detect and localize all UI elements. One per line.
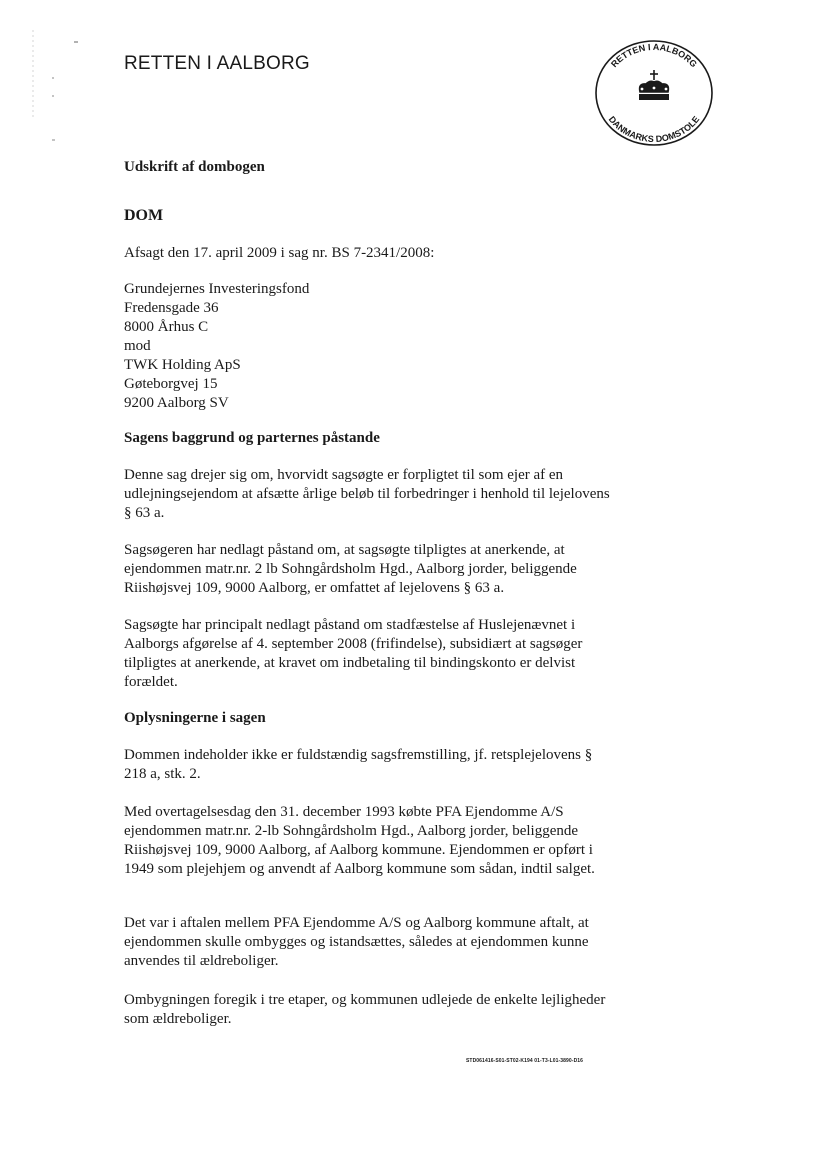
paragraph: Det var i aftalen mellem PFA Ejendomme A/S og Aalborg kommune aftalt, at ejendommen skulle ombygges og istandsættes, således at ejendommen kunne anvendes til ældreboliger. bbox=[124, 915, 589, 969]
court-name: RETTEN I AALBORG bbox=[124, 53, 310, 74]
party-line: Gøteborgvej 15 bbox=[124, 376, 218, 392]
paragraph: Dommen indeholder ikke er fuldstændig sagsfremstilling, jf. retsplejelovens § 218 a, stk. 2. bbox=[124, 747, 593, 782]
paragraph: Sagsøgte har principalt nedlagt påstand om stadfæstelse af Huslejenævnet i Aalborgs afgørelse af 4. september 2008 (frifindelse), subsidiært at sagsøger tilpligtes at anerkende, at kravet om indbetaling til bindingskonto er delvist forældet. bbox=[124, 617, 583, 690]
document-title: Udskrift af dombogen bbox=[124, 159, 265, 175]
party-line: Fredensgade 36 bbox=[124, 300, 219, 316]
scan-marks bbox=[28, 30, 88, 160]
paragraph: Sagsøgeren har nedlagt påstand om, at sagsøgte tilpligtes at anerkende, at ejendommen matr.nr. 2 lb Sohngårdsholm Hgd., Aalborg jorder, beliggende Riishøjsvej 109, 9000 Aalborg, er omfattet af lejelovens § 63 a. bbox=[124, 542, 577, 596]
parties-block bbox=[124, 280, 614, 413]
party-line: mod bbox=[124, 338, 151, 354]
party-line: Grundejernes Investeringsfond bbox=[124, 281, 310, 297]
seal-bottom-text: DANMARKS DOMSTOLE bbox=[606, 114, 702, 145]
section-heading: Oplysningerne i sagen bbox=[124, 710, 266, 726]
paragraph: Med overtagelsesdag den 31. december 1993 købte PFA Ejendomme A/S ejendommen matr.nr. 2-lb Sohngårdsholm Hgd., Aalborg jorder, beliggende Riishøjsvej 109, 9000 Aalborg, af Aalborg kommune. Ejendommen er opført i 1949 som plejehjem og anvendt af Aalborg kommune som sådan, indtil salget. bbox=[124, 804, 595, 877]
paragraph: Ombygningen foregik i tre etaper, og kommunen udlejede de enkelte lejligheder som ældreboliger. bbox=[124, 992, 606, 1027]
crown-icon bbox=[639, 70, 669, 100]
footer-code: STD061416-S01-ST02-K194 01-T3-L01-3890-D16 bbox=[466, 1058, 584, 1064]
section-heading: Sagens baggrund og parternes påstande bbox=[124, 430, 380, 446]
paragraph: Denne sag drejer sig om, hvorvidt sagsøgte er forpligtet til som ejer af en udlejningsejendom at afsætte årlige beløb til forbedringer i henhold til lejelovens § 63 a. bbox=[124, 467, 610, 521]
party-line: TWK Holding ApS bbox=[124, 357, 241, 373]
court-seal bbox=[592, 38, 716, 148]
document-type-heading: DOM bbox=[124, 207, 164, 224]
party-line: 8000 Århus C bbox=[124, 319, 209, 335]
issued-line: Afsagt den 17. april 2009 i sag nr. BS 7-2341/2008: bbox=[124, 245, 435, 261]
party-line: 9200 Aalborg SV bbox=[124, 395, 229, 411]
seal-top-text: RETTEN I AALBORG bbox=[608, 41, 700, 70]
